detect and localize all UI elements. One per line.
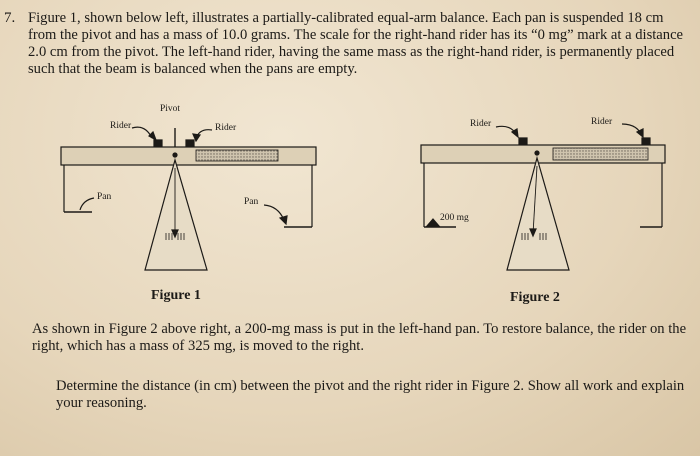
figure1-right-pan-label: Pan xyxy=(244,197,259,207)
figure1-left-pan-label: Pan xyxy=(97,192,112,202)
figure2-caption: Figure 2 xyxy=(510,290,560,305)
figure2-right-rider-label: Rider xyxy=(591,117,613,127)
figure1-stand xyxy=(145,160,207,270)
figure2-left-rider-label: Rider xyxy=(470,119,492,129)
figure1-scale xyxy=(196,150,278,161)
figure2-mass-weight xyxy=(427,219,439,226)
intro-paragraph: Figure 1, shown below left, illustrates a partially-calibrated equal-arm balance. Each pan is suspended 18 cm from the pivot and has a mass of 10.0 grams. The scale for the right-hand rider has its “0 mg” mark at a distance 2.0 cm from the pivot. The left-hand rider, having the same mass as the right-hand rider, is permanently placed such that the beam is balanced when the pans are empty. xyxy=(28,10,684,77)
figure2-scale xyxy=(553,148,648,160)
figure2-paragraph: As shown in Figure 2 above right, a 200-mg mass is put in the left-hand pan. To restore balance, the rider on the right, which has a mass of 325 mg, is moved to the right. xyxy=(32,321,687,354)
task-paragraph: Determine the distance (in cm) between the pivot and the right rider in Figure 2. Show all work and explain your reasoning. xyxy=(56,378,685,411)
figure1-left-rider-label: Rider xyxy=(110,121,132,131)
figure1-left-rider xyxy=(154,140,162,147)
figure1-caption: Figure 1 xyxy=(151,288,201,303)
figure2-right-rider xyxy=(642,138,650,145)
figure1-right-rider xyxy=(186,140,194,147)
figure2-stand xyxy=(507,158,569,270)
figure2-balance xyxy=(421,124,665,270)
figure1-pivot-label: Pivot xyxy=(160,104,181,114)
figure1-right-rider-label: Rider xyxy=(215,123,237,133)
figure2-mass-label: 200 mg xyxy=(440,213,469,223)
figure2-left-rider xyxy=(519,138,527,145)
question-number: 7. xyxy=(4,10,16,26)
